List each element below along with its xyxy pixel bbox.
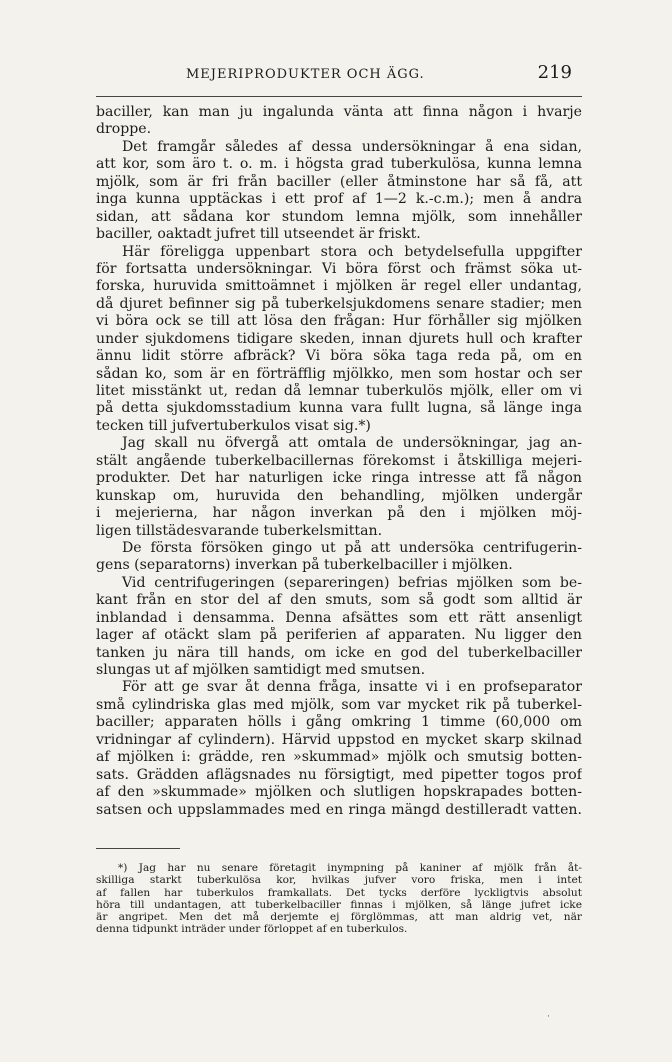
running-title: MEJERIPRODUKTER OCH ÄGG. xyxy=(186,67,425,82)
text-line: tecken till jufvertuberkulos visat sig.*) xyxy=(96,417,371,434)
text-line: satsen och uppslammades med en ringa mängd destilleradt vatten. xyxy=(96,801,582,818)
text-line: Här föreligga uppenbart stora och betydelsefulla uppgifter xyxy=(122,243,582,260)
corner-mark: · xyxy=(547,1012,550,1022)
text-line: för fortsatta undersökningar. Vi böra först och främst söka ut- xyxy=(96,260,582,277)
text-line: vridningar af cylindern). Härvid uppstod en mycket skarp skilnad xyxy=(96,731,582,748)
footnote-line: denna tidpunkt inträder under förloppet af en tuberkulos. xyxy=(96,923,408,936)
text-line: vi böra ock se till att lösa den frågan: Hur förhåller sig mjölken xyxy=(96,313,582,330)
text-line: baciller; apparaten hölls i gång omkring 1 timme (60,000 om xyxy=(96,714,582,731)
text-line: Jag skall nu öfvergå att omtala de undersökningar, jag an- xyxy=(122,435,582,452)
text-line: För att ge svar åt denna fråga, insatte vi i en profseparator xyxy=(122,679,582,696)
footnote xyxy=(96,862,582,936)
text-line: ligen tillstädesvarande tuberkelsmittan. xyxy=(96,522,383,539)
text-line: inga kunna upptäckas i ett prof af 1—2 k.-c.m.); men å andra xyxy=(96,191,582,208)
text-line: lager af otäckt slam på periferien af apparaten. Nu ligger den xyxy=(96,627,582,644)
text-line: under sjukdomens tidigare skeden, innan djurets hull och krafter xyxy=(96,330,582,347)
text-line: sådan ko, som är en förträfflig mjölkko, men som hostar och ser xyxy=(96,365,582,382)
page-header xyxy=(96,62,582,86)
text-line: att kor, som äro t. o. m. i högsta grad tuberkulösa, kunna lemna xyxy=(96,156,582,173)
footnote-rule xyxy=(96,848,180,849)
text-line: inblandad i densamma. Denna afsättes som ett rätt ansenligt xyxy=(96,609,582,626)
text-line: gens (separatorns) inverkan på tuberkelbaciller i mjölken. xyxy=(96,557,513,574)
text-line: ännu lidit större afbräck? Vi böra söka taga reda på, om en xyxy=(96,348,582,365)
text-line: i mejerierna, har någon inverkan på den i mjölken möj- xyxy=(96,505,582,522)
text-line: tanken ju nära till hands, om icke en god del tuberkelbaciller xyxy=(96,644,582,661)
footnote-line: *) Jag har nu senare företagit inympning på kaniner af mjölk från åt- xyxy=(118,862,582,874)
text-line: af mjölken i: grädde, ren »skummad» mjölk och smutsig botten- xyxy=(96,749,582,766)
text-line: små cylindriska glas med mjölk, som var mycket rik på tuberkel- xyxy=(96,696,582,713)
footnote-line: skilliga starkt tuberkulösa kor, hvilkas jufver voro friska, men i intet xyxy=(96,874,582,887)
text-line: kunskap om, huruvida den behandling, mjölken undergår xyxy=(96,487,582,504)
text-line: baciller, oaktadt jufret till utseendet är friskt. xyxy=(96,226,421,243)
text-line: sats. Grädden aflägsnades nu försigtigt, med pipetter togos prof xyxy=(96,766,582,783)
text-line: De första försöken gingo ut på att undersöka centrifugerin- xyxy=(122,539,582,556)
text-line: sidan, att sådana kor stundom lemna mjölk, som innehåller xyxy=(96,208,582,225)
footnote-line: är angripet. Men det må derjemte ej förglömmas, att man aldrig vet, när xyxy=(96,911,582,924)
text-line: baciller, kan man ju ingalunda vänta att finna någon i hvarje xyxy=(96,104,582,120)
text-line: litet misstänkt ut, redan då lemnar tuberkulös mjölk, eller om vi xyxy=(96,383,582,399)
text-line: mjölk, som är fri från baciller (eller åtminstone har så få, att xyxy=(96,173,582,190)
footnote-line: af fallen har tuberkulos framkallats. Det tycks derföre lyckligtvis absolut xyxy=(96,886,582,899)
header-rule xyxy=(96,96,582,97)
body-text xyxy=(96,104,582,819)
text-line: produkter. Det har naturligen icke ringa intresse att få någon xyxy=(96,470,582,487)
page-number: 219 xyxy=(537,62,572,83)
text-line: Det framgår således af dessa undersökningar å ena sidan, xyxy=(122,138,582,155)
text-line: droppe. xyxy=(96,121,152,138)
text-line: stält angående tuberkelbacillernas förekomst i åtskilliga mejeri- xyxy=(96,452,582,469)
footnote-line: höra till undantagen, att tuberkelbaciller finnas i mjölken, så länge jufret icke xyxy=(96,898,582,911)
text-line: på detta sjukdomsstadium kunna vara fullt lugna, så länge inga xyxy=(96,400,582,417)
text-line: Vid centrifugeringen (separeringen) befrias mjölken som be- xyxy=(122,574,582,591)
text-line: forska, huruvida smittoämnet i mjölken är regel eller undantag, xyxy=(96,278,582,295)
text-line: kant från en stor del af den smuts, som så godt som alltid är xyxy=(96,592,582,609)
text-line: af den »skummade» mjölken och slutligen hopskrapades botten- xyxy=(96,784,582,801)
text-line: slungas ut af mjölken samtidigt med smutsen. xyxy=(96,662,426,678)
text-line: då djuret befinner sig på tuberkelsjukdomens senare stadier; men xyxy=(96,295,582,312)
